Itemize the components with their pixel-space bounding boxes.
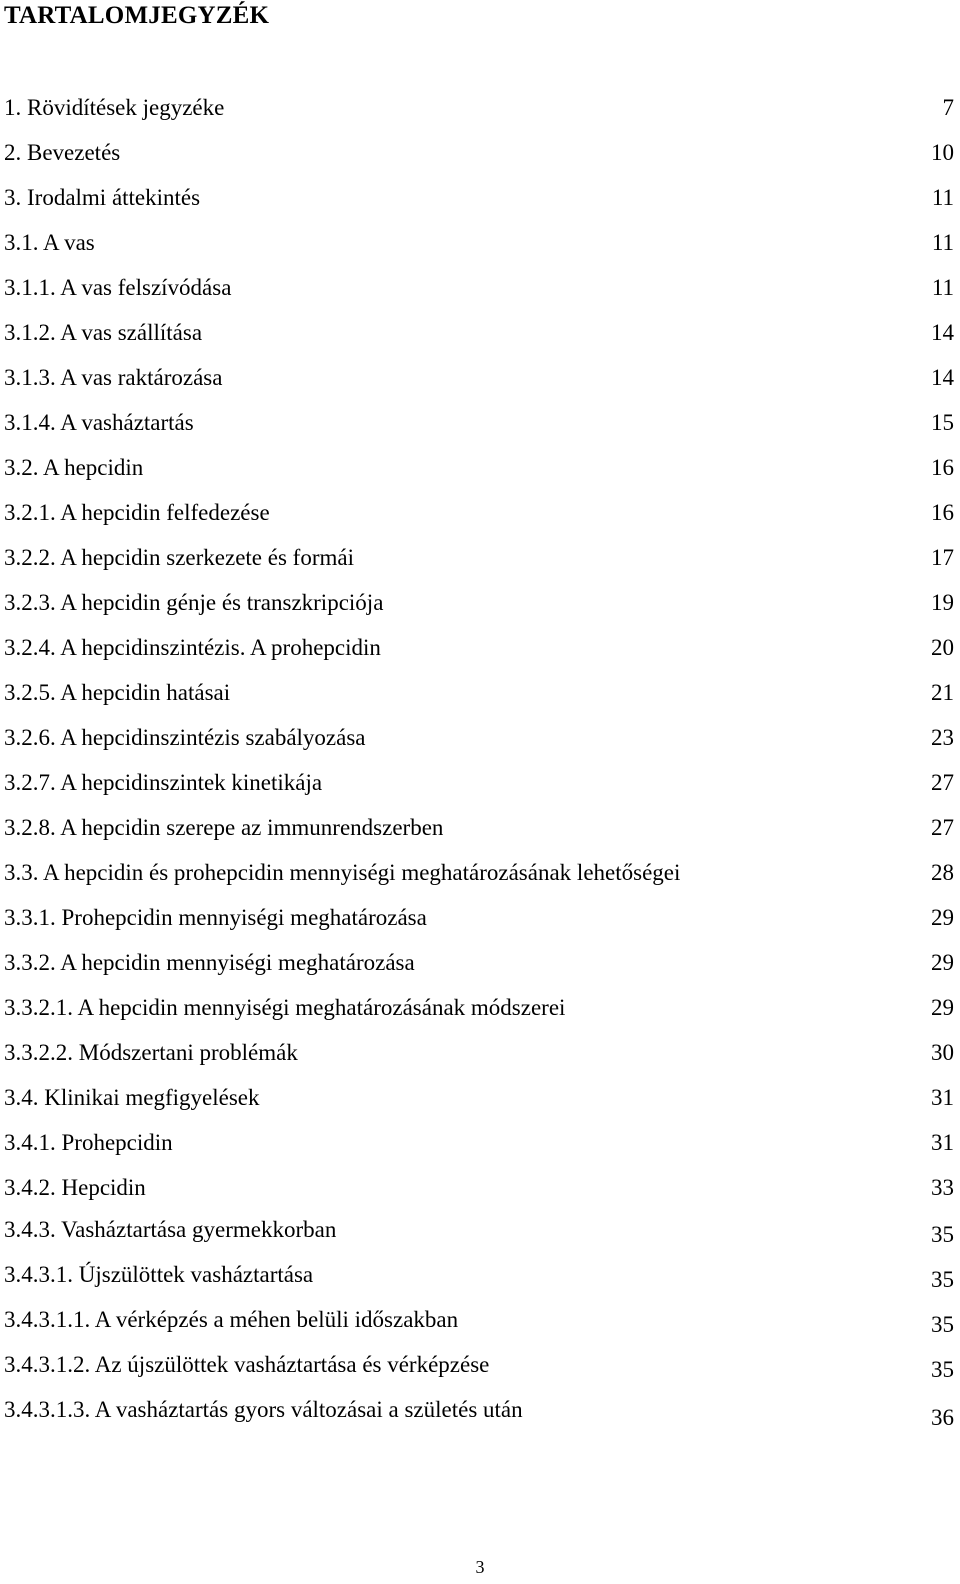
- toc-entry: [4, 768, 954, 798]
- toc-entry-page: 33: [931, 1175, 954, 1200]
- toc-entry: [4, 723, 954, 753]
- toc-entry: [4, 678, 954, 708]
- toc-entry: [4, 948, 954, 978]
- toc-entry-label: 3.4.3.1.1. A vérképzés a méhen belüli időszakban: [4, 1307, 459, 1332]
- toc-entry-label: 3.3. A hepcidin és prohepcidin mennyiségi meghatározásának lehetőségei: [4, 860, 681, 885]
- toc-entry-page: 7: [942, 95, 954, 120]
- toc-entry-label: 3.4. Klinikai megfigyelések: [4, 1085, 260, 1110]
- toc-entry: [4, 363, 954, 393]
- toc-entry-label: 3.3.2.2. Módszertani problémák: [4, 1040, 298, 1065]
- toc-entry-page: 29: [931, 995, 954, 1020]
- toc-entry-page: 16: [931, 500, 954, 525]
- toc-entry: [4, 813, 954, 843]
- toc-entry-page: 15: [931, 410, 954, 435]
- toc-entry: [4, 1395, 954, 1430]
- toc-entry-label: 3.2.8. A hepcidin szerepe az immunrendszerben: [4, 815, 444, 840]
- toc-entry: [4, 858, 954, 888]
- toc-entry: [4, 543, 954, 573]
- toc-entry-label: 3.1.3. A vas raktározása: [4, 365, 223, 390]
- toc-entry-page: 11: [931, 230, 954, 255]
- toc-entry-label: 3.3.2. A hepcidin mennyiségi meghatározása: [4, 950, 415, 975]
- toc-entry-page: 30: [931, 1040, 954, 1065]
- toc-entry-page: 11: [931, 275, 954, 300]
- toc-entry-label: 3.2.4. A hepcidinszintézis. A prohepcidin: [4, 635, 381, 660]
- toc-entry-label: 3.2.5. A hepcidin hatásai: [4, 680, 231, 705]
- toc-entry-label: 3.4.3.1.2. Az újszülöttek vasháztartása és vérképzése: [4, 1352, 490, 1377]
- toc-entry: [4, 318, 954, 348]
- toc-entry-page: 29: [931, 950, 954, 975]
- toc-entry-page: 21: [931, 680, 954, 705]
- toc-entry: [4, 453, 954, 483]
- toc-entry: [4, 273, 954, 303]
- toc-entry: [4, 408, 954, 438]
- toc-entry: [4, 93, 954, 123]
- toc-entry-page: 23: [931, 725, 954, 750]
- toc-entry-label: 3. Irodalmi áttekintés: [4, 185, 201, 210]
- toc-entry: [4, 1173, 954, 1203]
- toc-entry-label: 2. Bevezetés: [4, 140, 121, 165]
- toc-entry-label: 3.2.2. A hepcidin szerkezete és formái: [4, 545, 354, 570]
- toc-entry: [4, 1350, 954, 1380]
- toc-entry-label: 3.1.1. A vas felszívódása: [4, 275, 232, 300]
- toc-entry-label: 3.4.3. Vasháztartása gyermekkorban: [4, 1217, 337, 1242]
- toc-entry-label: 3.4.3.1. Újszülöttek vasháztartása: [4, 1262, 314, 1287]
- toc-entry-page: 35: [931, 1312, 954, 1337]
- toc-entry-label: 3.4.1. Prohepcidin: [4, 1130, 173, 1155]
- toc-entry-label: 3.4.2. Hepcidin: [4, 1175, 146, 1200]
- toc-entry-label: 3.3.1. Prohepcidin mennyiségi meghatározása: [4, 905, 427, 930]
- toc-entry-page: 31: [931, 1085, 954, 1110]
- toc-entry-page: 14: [931, 365, 954, 390]
- toc-entry-page: 10: [931, 140, 954, 165]
- toc-entry-page: 36: [931, 1405, 954, 1430]
- toc-entry: [4, 1215, 954, 1245]
- toc-entry: [4, 993, 954, 1023]
- toc-entry-page: 28: [931, 860, 954, 885]
- toc-entry-page: 16: [931, 455, 954, 480]
- toc-entry-page: 20: [931, 635, 954, 660]
- toc-entry-label: 3.4.3.1.3. A vasháztartás gyors változásai a születés után: [4, 1397, 523, 1422]
- toc-entry: [4, 588, 954, 618]
- toc-entry-label: 3.2. A hepcidin: [4, 455, 144, 480]
- toc-entry-page: 29: [931, 905, 954, 930]
- toc-entry-page: 27: [931, 815, 954, 840]
- toc-entry-label: 3.1. A vas: [4, 230, 95, 255]
- toc-entry-page: 35: [931, 1357, 954, 1382]
- toc-entry-label: 3.1.2. A vas szállítása: [4, 320, 203, 345]
- toc-entry-page: 27: [931, 770, 954, 795]
- toc-entry-page: 31: [931, 1130, 954, 1155]
- toc-entry: [4, 1038, 954, 1068]
- toc-entry: [4, 183, 954, 213]
- toc-entry: [4, 633, 954, 663]
- toc-entry-label: 3.2.7. A hepcidinszintek kinetikája: [4, 770, 323, 795]
- toc-entry-label: 3.3.2.1. A hepcidin mennyiségi meghatározásának módszerei: [4, 995, 566, 1020]
- toc-entry: [4, 138, 954, 168]
- page-number: 3: [475, 1557, 485, 1577]
- toc-entry-page: 19: [931, 590, 954, 615]
- toc-entry-label: 3.2.3. A hepcidin génje és transzkripciója: [4, 590, 384, 615]
- page-title: TARTALOMJEGYZÉK: [4, 2, 270, 29]
- toc-entry-page: 14: [931, 320, 954, 345]
- toc-entry-page: 17: [931, 545, 954, 570]
- toc-entry-label: 3.2.6. A hepcidinszintézis szabályozása: [4, 725, 366, 750]
- toc-entry: [4, 228, 954, 258]
- toc-entry: [4, 1260, 954, 1290]
- toc-entry-page: 35: [931, 1222, 954, 1247]
- toc-entry-label: 1. Rövidítések jegyzéke: [4, 95, 225, 120]
- toc-entry-label: 3.2.1. A hepcidin felfedezése: [4, 500, 270, 525]
- toc-entry-label: 3.1.4. A vasháztartás: [4, 410, 194, 435]
- toc-entry: [4, 903, 954, 933]
- toc-entry: [4, 1305, 954, 1335]
- toc-entry: [4, 498, 954, 528]
- toc-entry: [4, 1128, 954, 1158]
- toc-entry-page: 11: [931, 185, 954, 210]
- toc-entry: [4, 1083, 954, 1113]
- toc-entry-page: 35: [931, 1267, 954, 1292]
